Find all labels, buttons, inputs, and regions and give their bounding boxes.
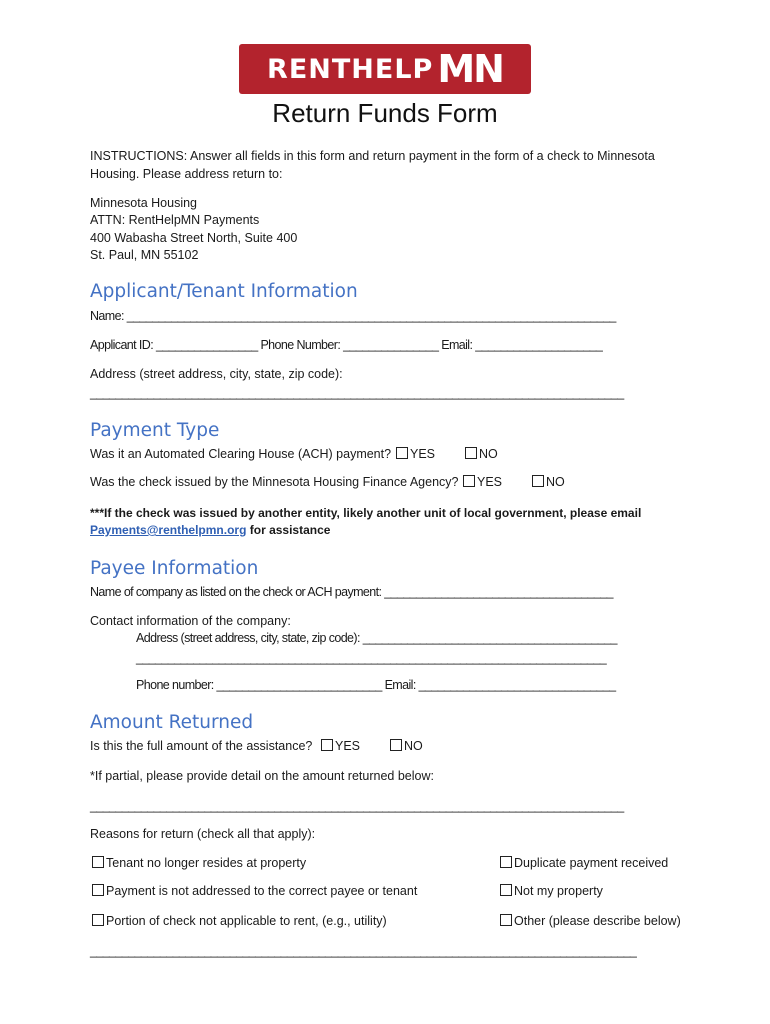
partial-detail-field[interactable]: ____________________________________________________________________________________ (90, 799, 624, 813)
contact-label: Contact information of the company: (90, 614, 291, 628)
company-phone-email-fields[interactable]: Phone number: __________________________ Email: _______________________________ (136, 678, 616, 692)
applicant-address-field[interactable]: ____________________________________________________________________________________ (90, 386, 624, 400)
company-address-field[interactable]: Address (street address, city, state, zip code): ________________________________________ (136, 631, 617, 645)
payments-email-link[interactable]: Payments@renthelpmn.org (90, 523, 247, 537)
full-amount-no-label: NO (404, 739, 423, 753)
form-title: Return Funds Form (272, 98, 498, 128)
mhfa-no-checkbox[interactable] (532, 475, 544, 487)
logo-mn: MN (437, 47, 503, 91)
reason-not-my-property-checkbox[interactable] (500, 884, 512, 896)
reason-wrong-payee-checkbox[interactable] (92, 884, 104, 896)
ach-yes-label: YES (410, 447, 436, 461)
payee-heading: Payee Information (90, 558, 259, 579)
payment-type-heading: Payment Type (90, 420, 220, 441)
reason-other-checkbox[interactable] (500, 914, 512, 926)
reason-duplicate-checkbox[interactable] (500, 856, 512, 868)
reasons-label: Reasons for return (check all that apply): (90, 827, 316, 841)
address-line-2: ATTN: RentHelpMN Payments (90, 213, 260, 227)
instructions-line-2: Housing. Please address return to: (90, 167, 283, 181)
applicant-id-phone-email-fields[interactable]: Applicant ID: ________________ Phone Number: _______________ Email: ____________________ (90, 338, 603, 352)
reason-other-label: Other (please describe below) (514, 914, 681, 928)
applicant-heading: Applicant/Tenant Information (90, 281, 358, 302)
applicant-address-label: Address (street address, city, state, zip code): (90, 367, 343, 381)
email-note-line (90, 522, 330, 539)
full-amount-question: Is this the full amount of the assistance? (90, 739, 313, 753)
reason-wrong-payee-label: Payment is not addressed to the correct payee or tenant (106, 884, 418, 898)
reason-tenant-moved-checkbox[interactable] (92, 856, 104, 868)
full-amount-yes-checkbox[interactable] (321, 739, 333, 751)
address-line-4: St. Paul, MN 55102 (90, 248, 199, 262)
full-amount-yes-label: YES (335, 739, 361, 753)
amount-returned-heading: Amount Returned (90, 712, 254, 733)
email-note-end: for assistance (246, 523, 331, 537)
other-entity-note: ***If the check was issued by another entity, likely another unit of local government, please email (90, 506, 642, 520)
ach-no-label: NO (479, 447, 498, 461)
reason-tenant-moved-label: Tenant no longer resides at property (106, 856, 307, 870)
reason-duplicate-label: Duplicate payment received (514, 856, 669, 870)
reason-not-my-property-label: Not my property (514, 884, 603, 898)
company-address-line-2[interactable]: __________________________________________________________________________ (136, 651, 607, 665)
address-line-3: 400 Wabasha Street North, Suite 400 (90, 231, 298, 245)
mhfa-yes-label: YES (477, 475, 503, 489)
mhfa-no-label: NO (546, 475, 565, 489)
reason-not-rent-label: Portion of check not applicable to rent, (e.g., utility) (106, 914, 387, 928)
company-name-field[interactable]: Name of company as listed on the check or ACH payment: ____________________________________ (90, 585, 613, 599)
mhfa-question: Was the check issued by the Minnesota Housing Finance Agency? (90, 475, 459, 489)
ach-question: Was it an Automated Clearing House (ACH) payment? (90, 447, 392, 461)
other-description-field[interactable]: ______________________________________________________________________________________ (90, 944, 637, 958)
renthelpmn-logo (239, 44, 531, 94)
instructions-line-1: INSTRUCTIONS: Answer all fields in this form and return payment in the form of a check to Minnesota (90, 149, 655, 163)
logo-word: RENTHELP (267, 53, 434, 85)
full-amount-no-checkbox[interactable] (390, 739, 402, 751)
ach-yes-checkbox[interactable] (396, 447, 408, 459)
partial-note: *If partial, please provide detail on the amount returned below: (90, 769, 434, 783)
ach-no-checkbox[interactable] (465, 447, 477, 459)
address-line-1: Minnesota Housing (90, 196, 198, 210)
name-field[interactable]: Name: _____________________________________________________________________________ (90, 309, 616, 323)
mhfa-yes-checkbox[interactable] (463, 475, 475, 487)
reason-not-rent-checkbox[interactable] (92, 914, 104, 926)
